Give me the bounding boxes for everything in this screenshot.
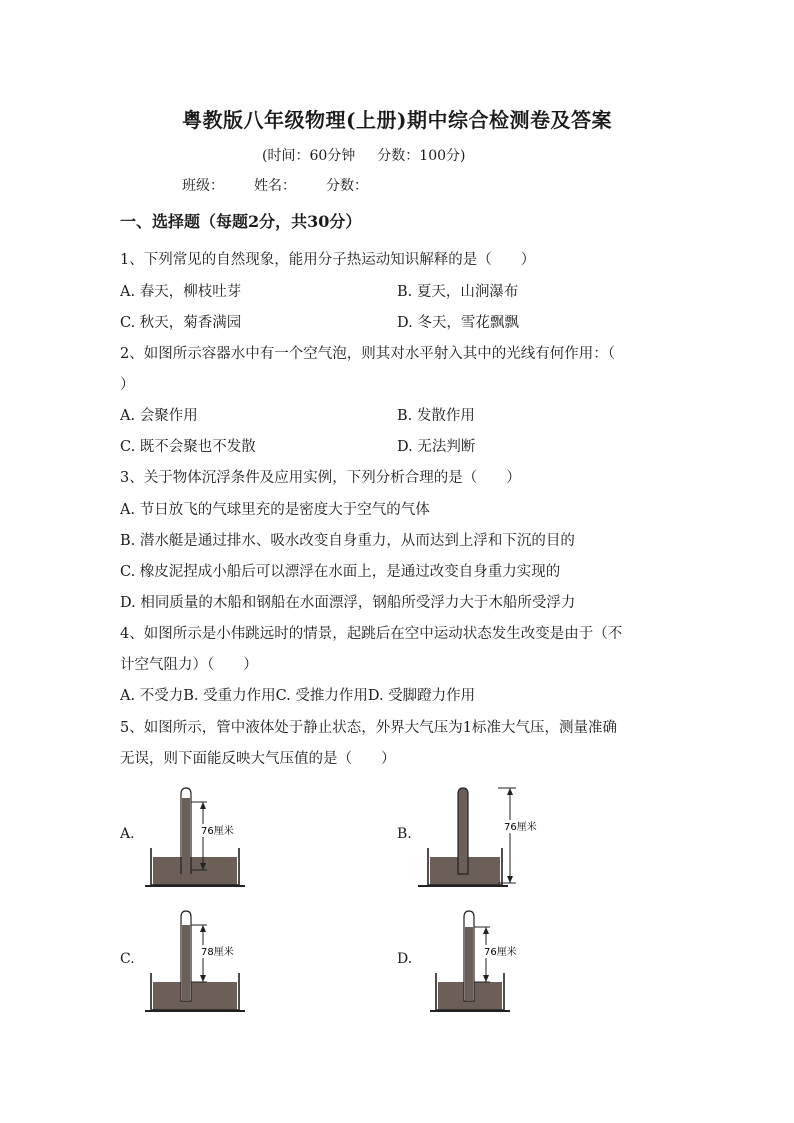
- figure-c-label: C.: [120, 951, 135, 967]
- question-3-option-b: B. 潜水艇是通过排水、吸水改变自身重力，从而达到上浮和下沉的目的: [120, 533, 575, 549]
- question-1-option-c: C. 秋天，菊香满园: [120, 315, 242, 331]
- question-2-option-c: C. 既不会聚也不发散: [120, 439, 256, 455]
- question-4-stem: 4、如图所示是小伟跳远时的情景，起跳后在空中运动状态发生改变是由于（不: [120, 626, 623, 642]
- question-3-option-d: D. 相同质量的木船和钢船在水面漂浮，钢船所受浮力大于木船所受浮力: [120, 595, 576, 611]
- question-1-option-b: B. 夏天，山涧瀑布: [397, 284, 519, 300]
- student-info: [182, 175, 398, 195]
- exam-time: (时间：60分钟: [262, 148, 356, 164]
- figure-b-label: B.: [397, 826, 412, 842]
- question-3-option-c: C. 橡皮泥捏成小船后可以漂浮在水面上，是通过改变自身重力实现的: [120, 564, 561, 580]
- question-1-option-d: D. 冬天，雪花飘飘: [397, 315, 519, 331]
- question-3-option-a: A. 节日放飞的气球里充的是密度大于空气的气体: [120, 502, 430, 518]
- figure-d-measure: 76厘米: [484, 947, 517, 958]
- question-4-stem-cont: 计空气阻力）（ ）: [120, 657, 258, 673]
- question-2-stem-cont: ）: [120, 377, 135, 393]
- figure-a-barometer: [145, 782, 245, 890]
- question-3-stem: 3、关于物体沉浮条件及应用实例，下列分析合理的是（ ）: [120, 470, 521, 486]
- score-label: 分数：: [326, 178, 368, 194]
- figure-b-barometer: [418, 782, 538, 890]
- question-1-option-a: A. 春天，柳枝吐芽: [120, 284, 242, 300]
- figure-d-label: D.: [397, 951, 413, 967]
- exam-info: [262, 145, 487, 165]
- question-2-option-b: B. 发散作用: [397, 408, 475, 424]
- class-label: 班级：: [182, 178, 224, 194]
- exam-total-score: 分数：100分): [377, 148, 466, 164]
- name-label: 姓名：: [254, 178, 296, 194]
- question-1-stem: 1、下列常见的自然现象，能用分子热运动知识解释的是（ ）: [120, 252, 536, 268]
- doc-title: 粤教版八年级物理(上册)期中综合检测卷及答案: [182, 108, 612, 132]
- question-4-options: A. 不受力B. 受重力作用C. 受推力作用D. 受脚蹬力作用: [120, 688, 476, 704]
- figure-c-measure: 78厘米: [201, 947, 234, 958]
- figure-c-barometer: [145, 905, 245, 1015]
- question-2-option-d: D. 无法判断: [397, 439, 476, 455]
- figure-a-label: A.: [120, 826, 135, 842]
- section-heading: 一、选择题（每题2分，共30分）: [120, 212, 362, 231]
- figure-b-measure: 76厘米: [504, 822, 537, 833]
- question-5-stem: 5、如图所示，管中液体处于静止状态，外界大气压为1标准大气压，测量准确: [120, 720, 617, 736]
- question-5-stem-cont: 无误，则下面能反映大气压值的是（ ）: [120, 751, 396, 767]
- figure-d-barometer: [430, 905, 530, 1015]
- question-2-option-a: A. 会聚作用: [120, 408, 198, 424]
- figure-a-measure: 76厘米: [201, 826, 234, 837]
- question-2-stem: 2、如图所示容器水中有一个空气泡，则其对水平射入其中的光线有何作用：（: [120, 346, 615, 362]
